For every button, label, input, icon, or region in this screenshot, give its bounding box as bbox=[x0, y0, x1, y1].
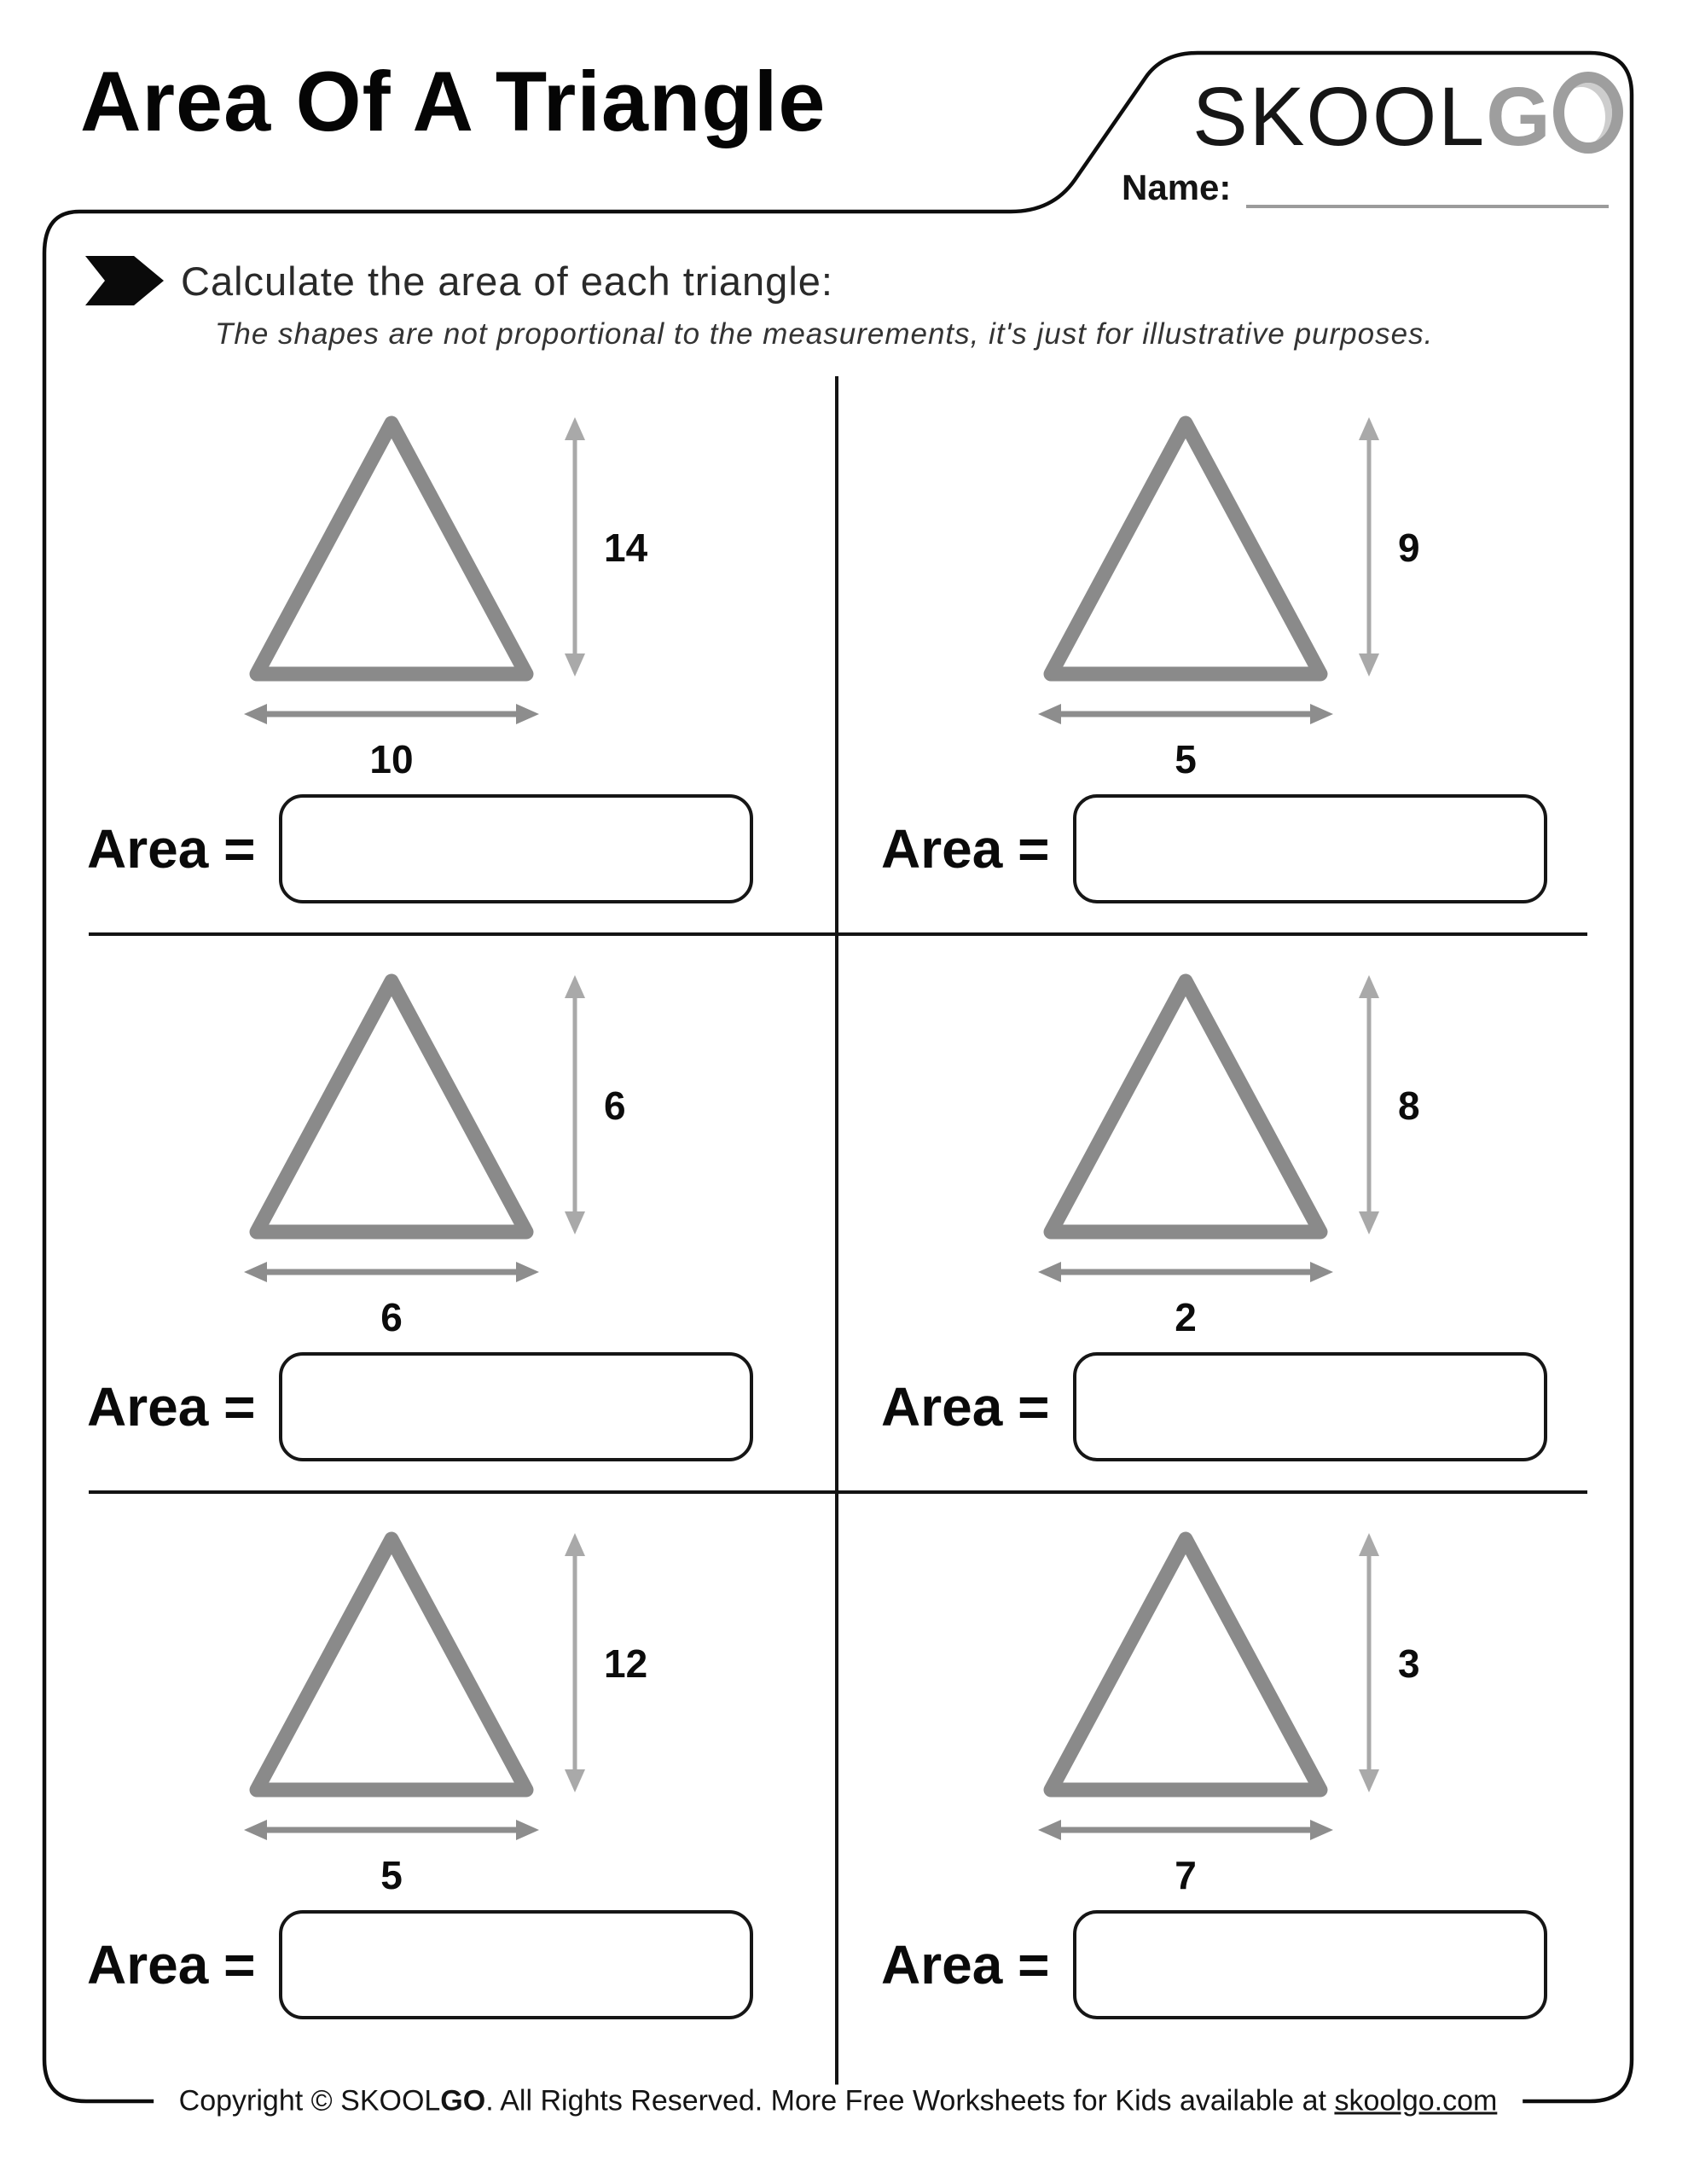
triangle-shape bbox=[1051, 423, 1320, 674]
triangle-diagram bbox=[1030, 409, 1430, 741]
area-label: Area = bbox=[87, 818, 256, 880]
triangle-figure bbox=[1030, 409, 1507, 786]
base-value: 2 bbox=[1175, 1295, 1197, 1339]
base-value: 7 bbox=[1175, 1853, 1197, 1897]
name-label: Name: bbox=[1122, 167, 1232, 207]
name-input-line[interactable] bbox=[1246, 169, 1609, 208]
problem-cell bbox=[838, 1492, 1632, 2101]
footer-text: Copyright © SKOOL bbox=[178, 2084, 441, 2117]
base-arrow-icon bbox=[1038, 1262, 1333, 1282]
base-arrow-icon bbox=[1038, 1820, 1333, 1840]
height-arrow-icon bbox=[1359, 975, 1379, 1234]
triangle-diagram bbox=[235, 967, 636, 1299]
footer-text-bold: GO bbox=[440, 2084, 486, 2117]
triangle-diagram bbox=[235, 1525, 636, 1857]
area-label: Area = bbox=[87, 1934, 256, 1995]
triangle-shape bbox=[1051, 1539, 1320, 1790]
area-answer-box[interactable] bbox=[279, 1910, 753, 2019]
problem-row bbox=[44, 934, 1632, 1492]
area-answer-box[interactable] bbox=[279, 1352, 753, 1461]
base-arrow-icon bbox=[1038, 704, 1333, 724]
problem-row bbox=[44, 376, 1632, 934]
area-answer-box[interactable] bbox=[1073, 1352, 1547, 1461]
base-arrow-icon bbox=[244, 1262, 539, 1282]
area-answer-row bbox=[881, 794, 1632, 903]
height-value: 6 bbox=[604, 1083, 626, 1128]
height-arrow-icon bbox=[565, 1533, 585, 1792]
area-answer-row bbox=[881, 1910, 1632, 2019]
base-arrow-icon bbox=[244, 1820, 539, 1840]
triangle-shape bbox=[257, 1539, 526, 1790]
triangle-shape bbox=[257, 981, 526, 1232]
height-value: 8 bbox=[1398, 1083, 1420, 1128]
base-value: 5 bbox=[380, 1853, 403, 1897]
footer bbox=[154, 2085, 1523, 2118]
page-title: Area Of A Triangle bbox=[80, 54, 827, 148]
triangle-figure bbox=[235, 409, 713, 786]
area-answer-box[interactable] bbox=[1073, 794, 1547, 903]
height-value: 9 bbox=[1398, 526, 1420, 570]
triangle-diagram bbox=[1030, 967, 1430, 1299]
problem-cell bbox=[838, 934, 1632, 1492]
problems-grid bbox=[44, 376, 1632, 2101]
height-arrow-icon bbox=[565, 417, 585, 677]
problem-cell bbox=[838, 376, 1632, 934]
height-arrow-icon bbox=[1359, 1533, 1379, 1792]
triangle-shape bbox=[257, 423, 526, 674]
height-arrow-icon bbox=[565, 975, 585, 1234]
name-row bbox=[1122, 167, 1609, 208]
footer-text: . All Rights Reserved. More Free Worksheets for Kids available at bbox=[485, 2084, 1335, 2117]
base-arrow-icon bbox=[244, 704, 539, 724]
area-label: Area = bbox=[87, 1376, 256, 1438]
problem-cell bbox=[44, 376, 838, 934]
base-value: 6 bbox=[380, 1295, 403, 1339]
triangle-diagram bbox=[1030, 1525, 1430, 1857]
area-answer-box[interactable] bbox=[279, 794, 753, 903]
skoolgo-logo bbox=[1192, 63, 1595, 165]
height-arrow-icon bbox=[1359, 417, 1379, 677]
area-label: Area = bbox=[881, 1934, 1050, 1995]
height-value: 3 bbox=[1398, 1641, 1420, 1686]
height-value: 12 bbox=[604, 1641, 648, 1686]
area-answer-box[interactable] bbox=[1073, 1910, 1547, 2019]
area-answer-row bbox=[87, 794, 835, 903]
triangle-figure bbox=[235, 1525, 713, 1902]
triangle-figure bbox=[1030, 967, 1507, 1344]
height-value: 14 bbox=[604, 526, 648, 570]
problem-cell bbox=[44, 1492, 838, 2101]
problem-row bbox=[44, 1492, 1632, 2101]
instruction-note: The shapes are not proportional to the measurements, it's just for illustrative purposes. bbox=[215, 317, 1434, 351]
area-answer-row bbox=[87, 1352, 835, 1461]
area-label: Area = bbox=[881, 1376, 1050, 1438]
triangle-diagram bbox=[235, 409, 636, 741]
instructions bbox=[44, 212, 1632, 376]
problem-cell bbox=[44, 934, 838, 1492]
area-answer-row bbox=[87, 1910, 835, 2019]
triangle-figure bbox=[1030, 1525, 1507, 1902]
logo-text-skool: SKOOL bbox=[1192, 70, 1487, 163]
triangle-figure bbox=[235, 967, 713, 1344]
base-value: 10 bbox=[369, 737, 414, 781]
instruction-heading: Calculate the area of each triangle: bbox=[181, 258, 833, 304]
triangle-shape bbox=[1051, 981, 1320, 1232]
base-value: 5 bbox=[1175, 737, 1197, 781]
worksheet-body bbox=[44, 212, 1632, 2117]
footer-link[interactable]: skoolgo.com bbox=[1334, 2084, 1498, 2117]
chevron-arrow-icon bbox=[85, 256, 164, 305]
area-label: Area = bbox=[881, 818, 1050, 880]
area-answer-row bbox=[881, 1352, 1632, 1461]
magnifier-o-icon bbox=[1553, 72, 1623, 154]
logo-text-go: G bbox=[1486, 70, 1551, 163]
